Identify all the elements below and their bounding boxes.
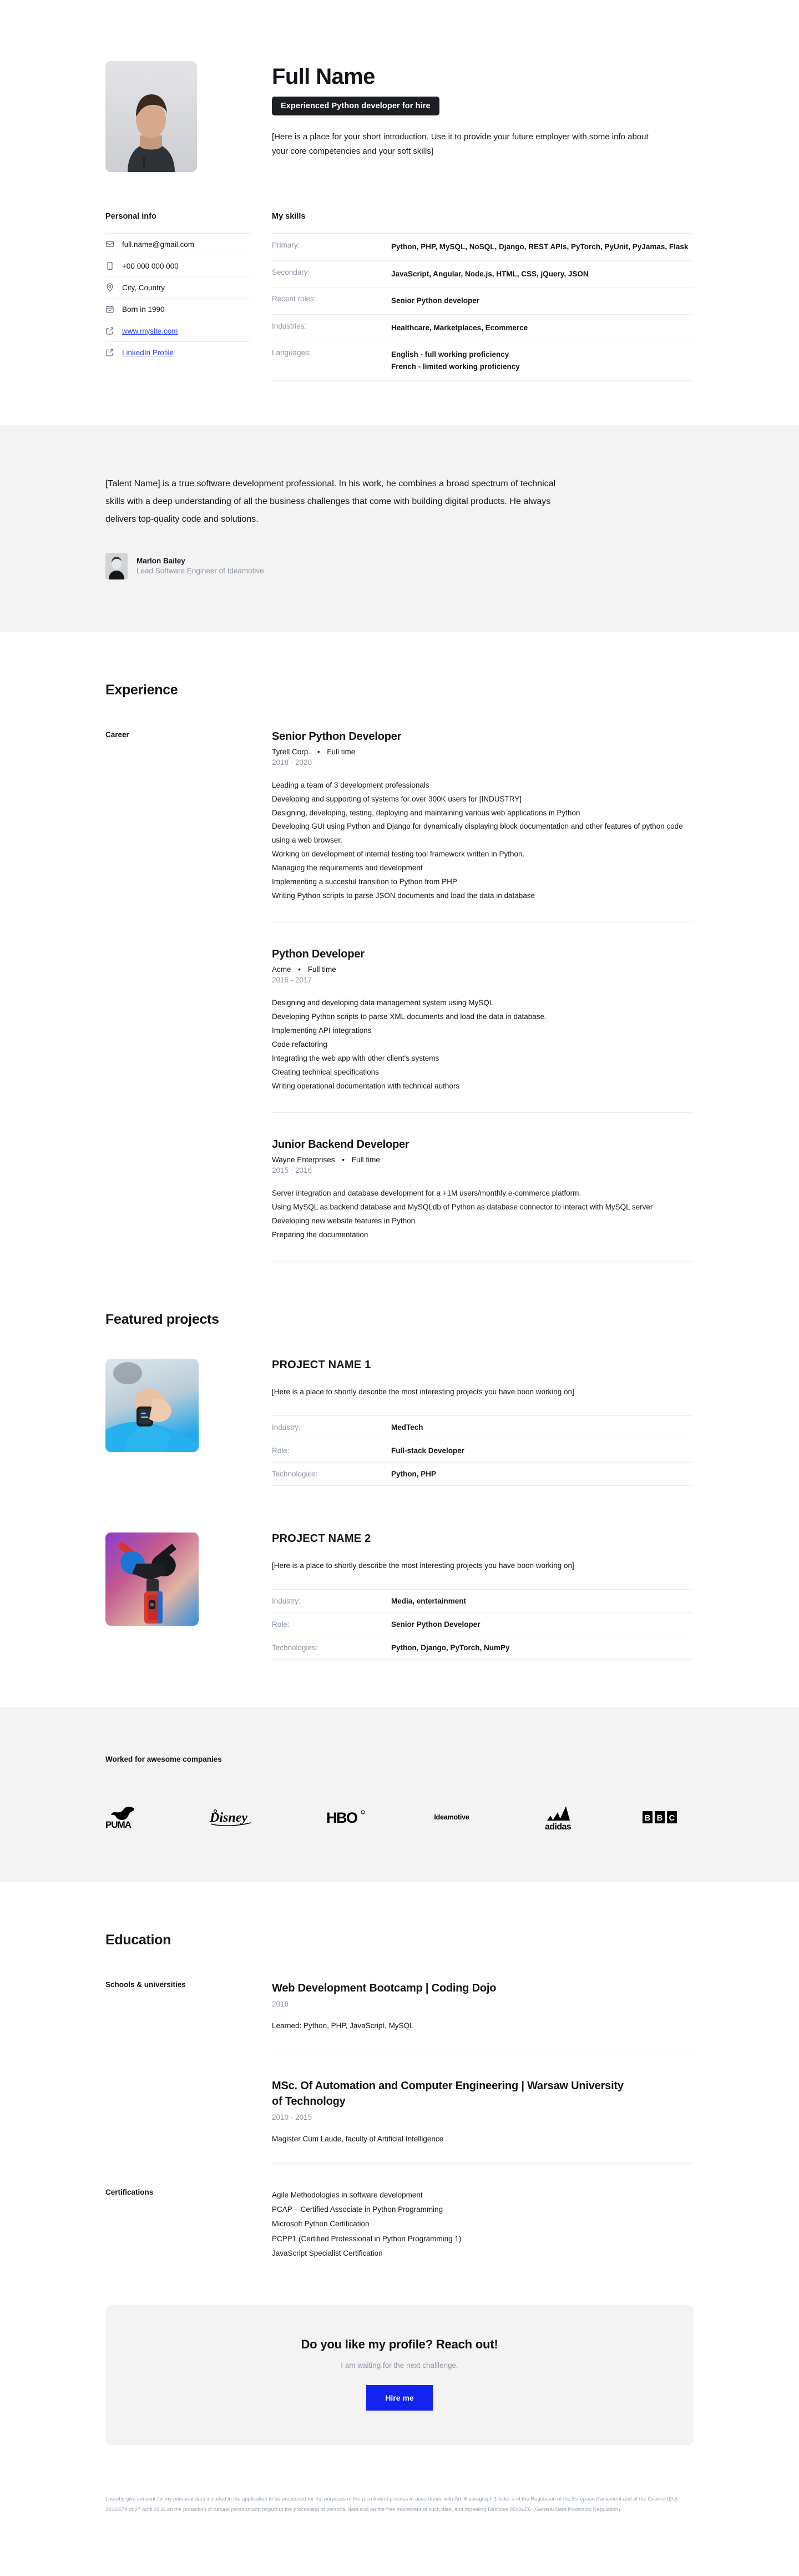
project-description: [Here is a place to shortly describe the most interesting projects you have boon working on] <box>272 1561 574 1570</box>
experience-list <box>272 730 694 1262</box>
detail-label: Technologies: <box>272 1643 318 1652</box>
job-bullet: Creating technical specifications <box>272 1068 379 1077</box>
calendar-icon <box>105 305 114 314</box>
certifications-list <box>272 2188 694 2261</box>
project-description: [Here is a place to shortly describe the most interesting projects you have boon working on] <box>272 1387 574 1396</box>
hbo-logo <box>326 1803 365 1831</box>
detail-value: Python, Django, PyTorch, NumPy <box>391 1643 510 1652</box>
bullet-separator-icon: • <box>317 747 320 756</box>
cta-card <box>105 2305 694 2445</box>
personal-info-block <box>105 212 272 381</box>
certification-item: Agile Methodologies in software development <box>272 2190 423 2199</box>
info-item-birth <box>105 299 250 320</box>
skill-value <box>391 241 694 253</box>
detail-label: Industry: <box>272 1596 301 1605</box>
job-bullet: Developing new website features in Python <box>272 1217 416 1225</box>
project-detail-row <box>272 1636 694 1660</box>
map-pin-icon <box>105 283 114 292</box>
skill-row-recent-roles <box>272 288 694 315</box>
svg-text:B: B <box>644 1813 651 1823</box>
job-bullet: Code refactoring <box>272 1040 327 1049</box>
job-bullet: Working on development of internal testing tool framework written in Python. <box>272 850 525 859</box>
skill-value-line: English - full working proficiency <box>391 350 509 359</box>
external-link-icon <box>105 348 114 357</box>
skill-row-primary <box>272 234 694 261</box>
skills-title: My skills <box>272 212 306 221</box>
job-bullets <box>272 996 694 1093</box>
experience-item <box>272 948 694 1113</box>
job-bullet: Writing operational documentation with technical authors <box>272 1082 460 1091</box>
photo-column <box>105 61 272 172</box>
puma-logo <box>105 1803 141 1831</box>
skill-value <box>391 322 694 334</box>
job-meta <box>272 748 694 756</box>
job-company: Tyrell Corp. <box>272 747 311 756</box>
info-value: full.name@gmail.com <box>122 240 194 249</box>
website-link[interactable]: www.mysite.com <box>122 326 178 335</box>
svg-text:PUMA: PUMA <box>105 1819 132 1829</box>
info-item-website[interactable] <box>105 320 250 342</box>
section-title-projects: Featured projects <box>105 1311 219 1327</box>
hero-section <box>0 0 799 425</box>
cta-title: Do you like my profile? Reach out! <box>301 2337 498 2352</box>
footer <box>0 2467 799 2554</box>
page-title: Full Name <box>272 64 375 89</box>
skill-label: Recent roles: <box>272 295 316 304</box>
svg-text:B: B <box>656 1813 663 1823</box>
certification-item: Microsoft Python Certification <box>272 2220 370 2229</box>
skill-row-industries <box>272 315 694 342</box>
education-section <box>0 1882 799 2261</box>
job-bullet: Developing and supporting of systems for over 300K users for [INDUSTRY] <box>272 794 522 803</box>
personal-info-title: Personal info <box>105 212 156 221</box>
skill-value <box>391 268 694 280</box>
testimonial-author <box>105 553 694 579</box>
intro-text: [Here is a place for your short introduction. Use it to provide your future employer with some info about your core competencies and your soft skills] <box>272 132 649 157</box>
skills-block <box>272 212 694 381</box>
bullet-separator-icon: • <box>342 1156 345 1165</box>
detail-value: Senior Python Developer <box>391 1620 481 1629</box>
project-name: PROJECT NAME 2 <box>272 1532 371 1545</box>
education-title: Web Development Bootcamp | Coding Dojo <box>272 1982 497 1994</box>
skill-value-line: Healthcare, Marketplaces, Ecommerce <box>391 323 528 332</box>
project-name: PROJECT NAME 1 <box>272 1358 371 1371</box>
skill-value-line: French - limited working proficiency <box>391 362 520 371</box>
certifications-label: Certifications <box>105 2187 154 2196</box>
info-item-email <box>105 234 250 255</box>
job-bullets <box>272 779 694 904</box>
skill-value <box>391 349 694 372</box>
detail-value: MedTech <box>391 1423 423 1431</box>
project-details-table <box>272 1415 694 1486</box>
info-item-linkedin[interactable] <box>105 342 250 363</box>
info-item-location <box>105 277 250 299</box>
info-value: City, Country <box>122 283 165 292</box>
detail-label: Role: <box>272 1620 290 1629</box>
job-meta <box>272 965 694 974</box>
section-title-experience: Experience <box>105 682 178 698</box>
detail-value: Full-stack Developer <box>391 1446 465 1455</box>
bullet-separator-icon: • <box>298 965 301 974</box>
job-title: Junior Backend Developer <box>272 1138 409 1151</box>
experience-item <box>272 1138 694 1262</box>
testimonial-quote: [Talent Name] is a true software development professional. In his work, he combines a broad spectrum of technical skills with a deep understanding of all the business challenges that come with building digital products. He always delivers top-quality code and solutions. <box>105 478 556 524</box>
skill-row-secondary <box>272 261 694 288</box>
cta-subtitle: I am waiting for the next challlenge. <box>341 2361 458 2370</box>
education-title: MSc. Of Automation and Computer Engineering | Warsaw University of Technology <box>272 2079 624 2108</box>
skill-value-line: Senior Python developer <box>391 296 480 305</box>
job-meta <box>272 1156 694 1164</box>
svg-text:Disney: Disney <box>210 1810 248 1825</box>
job-bullet: Integrating the web app with other client's systems <box>272 1054 439 1063</box>
project-thumbnail <box>105 1359 199 1452</box>
info-value: +00 000 000 000 <box>122 261 179 270</box>
avatar <box>105 61 197 172</box>
status-badge: Experienced Python developer for hire <box>272 97 439 115</box>
section-title-education: Education <box>105 1932 171 1948</box>
education-side <box>105 1980 272 2164</box>
experience-item <box>272 730 694 923</box>
disney-logo <box>210 1803 257 1831</box>
job-type: Full time <box>327 747 356 756</box>
project-item <box>105 1359 694 1486</box>
project-item <box>105 1533 694 1660</box>
detail-value: Media, entertainment <box>391 1596 467 1605</box>
skill-label: Languages: <box>272 349 311 357</box>
companies-title: Worked for awesome companies <box>105 1755 222 1763</box>
cta-section <box>0 2261 799 2467</box>
certification-item: JavaScript Specialist Certification <box>272 2249 383 2258</box>
skill-value-line: JavaScript, Angular, Node.js, HTML, CSS, jQuery, JSON <box>391 269 589 278</box>
skill-row-languages <box>272 341 694 380</box>
skills-table <box>272 233 694 381</box>
job-company: Wayne Enterprises <box>272 1156 335 1165</box>
project-detail-row <box>272 1613 694 1636</box>
external-link-icon <box>105 326 114 335</box>
job-bullet: Developing Python scripts to parse XML documents and load the data in database. <box>272 1012 547 1021</box>
skill-label: Industries: <box>272 321 307 330</box>
skill-label: Secondary: <box>272 268 310 276</box>
author-name: Marlon Bailey <box>136 557 185 566</box>
svg-text:HBO: HBO <box>326 1809 357 1826</box>
linkedin-link[interactable]: LinkedIn Profile <box>122 348 174 357</box>
skill-value-line: Python, PHP, MySQL, NoSQL, Django, REST APIs, PyTorch, PyUnit, PyJamas, Flask <box>391 243 689 251</box>
job-dates: 2016 - 2017 <box>272 976 312 985</box>
adidas-logo <box>538 1803 574 1831</box>
education-list <box>272 1980 694 2164</box>
experience-section <box>0 632 799 1262</box>
job-bullet: Implementing a succesful transition to Python from PHP <box>272 878 457 886</box>
job-bullet: Using MySQL as backend database and MySQLdb of Python as database connector to interact with MySQL server <box>272 1203 653 1212</box>
testimonial-section <box>0 425 799 632</box>
author-avatar <box>105 553 128 579</box>
education-description: Learned: Python, PHP, JavaScript, MySQL <box>272 2021 414 2030</box>
job-bullet: Designing, developing, testing, deploying and maintaining various web applications in Python <box>272 808 580 817</box>
project-detail-row <box>272 1416 694 1439</box>
job-title: Python Developer <box>272 948 365 961</box>
certification-item: PCAP – Certified Associate in Python Programming <box>272 2205 443 2214</box>
job-bullet: Writing Python scripts to parse JSON documents and load the data in database <box>272 891 535 900</box>
schools-label: Schools & universities <box>105 1980 186 1989</box>
ideamotive-wordmark: Ideamotive <box>434 1813 469 1821</box>
legal-consent-text: I hereby give consent for my personal data included in the application to be processed for the purposes of the recruitment process in accordance with Art. 6 paragraph 1 letter a of the Regulation of the European Parliament and of the Council (EU) 2016/679 of 27 April 2016 on the protection of natural persons with regard to the processing of personal data and on the free movement of such data, and repealing Directive 95/46/EC (General Data Protection Regulation). <box>105 2496 678 2513</box>
info-value: Born in 1990 <box>122 305 165 314</box>
education-dates: 2016 <box>272 1999 289 2008</box>
job-bullet: Designing and developing data management system using MySQL <box>272 999 494 1007</box>
job-bullet: Developing GUI using Python and Django for dynamically displaying block documentation and other features of python code using a web browser. <box>272 822 683 845</box>
education-description: Magister Cum Laude, faculty of Artificial Intelligence <box>272 2134 444 2143</box>
detail-label: Technologies: <box>272 1469 318 1478</box>
project-detail-row <box>272 1463 694 1486</box>
project-details-table <box>272 1589 694 1660</box>
project-thumbnail <box>105 1533 199 1626</box>
job-type: Full time <box>351 1156 380 1165</box>
job-bullet: Implementing API integrations <box>272 1026 372 1035</box>
phone-icon <box>105 261 114 270</box>
svg-text:C: C <box>669 1813 675 1823</box>
job-dates: 2018 - 2020 <box>272 758 312 767</box>
companies-section <box>0 1707 799 1882</box>
info-item-phone <box>105 255 250 277</box>
svg-text:adidas: adidas <box>544 1822 571 1831</box>
education-item <box>272 2078 694 2164</box>
author-role: Lead Software Engineer of Ideamotive <box>136 567 264 576</box>
certifications-side <box>105 2188 272 2261</box>
envelope-icon <box>105 240 114 249</box>
skill-label: Primary: <box>272 241 300 249</box>
ideamotive-logo <box>434 1803 469 1831</box>
job-title: Senior Python Developer <box>272 730 402 743</box>
bbc-logo <box>643 1803 677 1831</box>
skill-value <box>391 295 694 307</box>
career-label: Career <box>105 730 129 739</box>
education-item <box>272 1980 694 2050</box>
project-detail-row <box>272 1439 694 1463</box>
detail-label: Industry: <box>272 1423 301 1431</box>
project-detail-row <box>272 1590 694 1613</box>
job-bullet: Preparing the documentation <box>272 1230 368 1239</box>
job-bullet: Leading a team of 3 development professionals <box>272 780 429 789</box>
job-bullet: Managing the requirements and development <box>272 864 423 873</box>
job-bullets <box>272 1187 694 1242</box>
hire-me-button[interactable]: Hire me <box>366 2385 432 2411</box>
job-bullet: Server integration and database development for a +1M users/monthly e-commerce platform. <box>272 1189 581 1198</box>
personal-info-list <box>105 233 250 363</box>
job-type: Full time <box>307 965 336 974</box>
detail-value: Python, PHP <box>391 1469 437 1478</box>
job-company: Acme <box>272 965 291 974</box>
company-logos <box>105 1803 694 1831</box>
detail-label: Role: <box>272 1446 290 1455</box>
job-dates: 2015 - 2016 <box>272 1166 312 1175</box>
certification-item: PCPP1 (Certified Professional in Python Programming 1) <box>272 2234 462 2243</box>
experience-side <box>105 730 272 1262</box>
education-dates: 2010 - 2015 <box>272 2113 312 2121</box>
projects-section <box>0 1262 799 1660</box>
